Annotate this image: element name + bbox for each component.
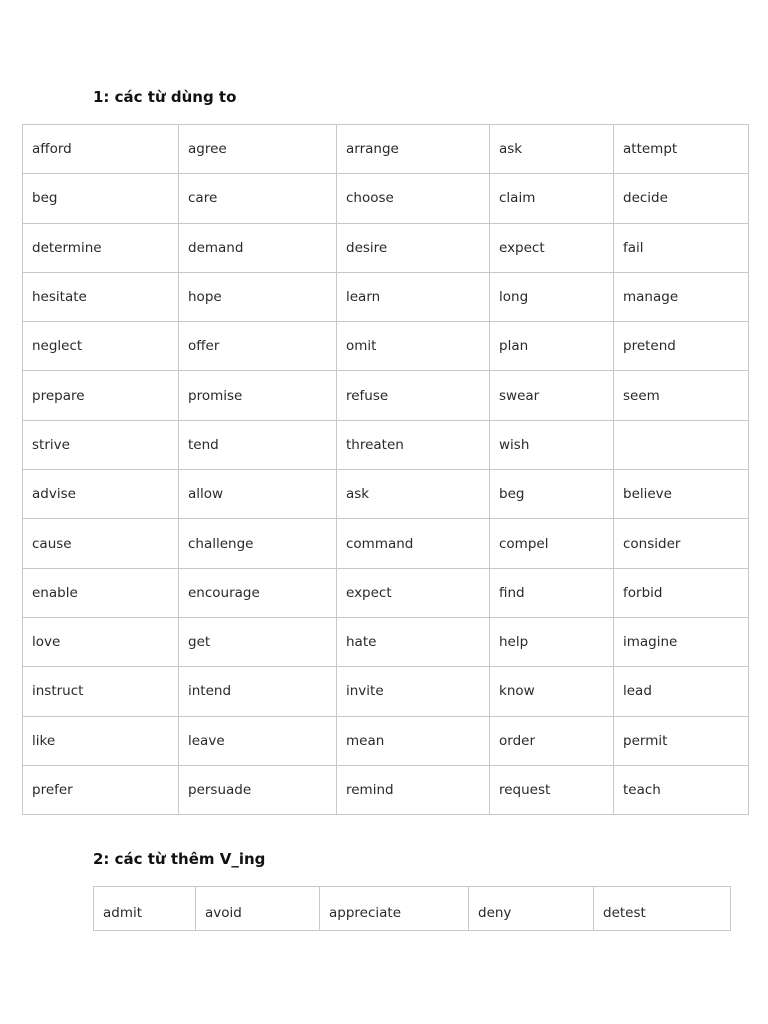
verb-cell: persuade (179, 765, 337, 814)
table-row (23, 667, 749, 716)
verb-cell: forbid (614, 568, 749, 617)
verb-cell: like (23, 716, 179, 765)
section-2-heading: 2: các từ thêm V_ing (93, 850, 266, 868)
verb-cell: beg (23, 174, 179, 223)
verb-cell: pretend (614, 322, 749, 371)
verb-cell: plan (490, 322, 614, 371)
verb-cell: omit (337, 322, 490, 371)
table-row (23, 716, 749, 765)
verb-cell: help (490, 617, 614, 666)
table-row (23, 174, 749, 223)
table-row (23, 272, 749, 321)
verb-cell: prepare (23, 371, 179, 420)
table-row (23, 223, 749, 272)
verb-cell: allow (179, 470, 337, 519)
verb-cell: advise (23, 470, 179, 519)
verb-cell: tend (179, 420, 337, 469)
verb-cell: demand (179, 223, 337, 272)
verb-cell: instruct (23, 667, 179, 716)
table-row (23, 765, 749, 814)
verb-cell: claim (490, 174, 614, 223)
verb-cell: admit (94, 887, 196, 931)
table-row (23, 125, 749, 174)
verb-cell: get (179, 617, 337, 666)
verb-cell: arrange (337, 125, 490, 174)
verb-cell: love (23, 617, 179, 666)
verb-cell: care (179, 174, 337, 223)
verb-cell: learn (337, 272, 490, 321)
verb-cell: find (490, 568, 614, 617)
verb-cell: order (490, 716, 614, 765)
verb-cell: teach (614, 765, 749, 814)
verb-cell: hate (337, 617, 490, 666)
table-row (94, 887, 731, 931)
verb-cell: hesitate (23, 272, 179, 321)
verb-cell: cause (23, 519, 179, 568)
verb-cell: strive (23, 420, 179, 469)
verb-cell: detest (594, 887, 731, 931)
verb-cell: request (490, 765, 614, 814)
table-row (23, 568, 749, 617)
verb-cell: prefer (23, 765, 179, 814)
table-row (23, 519, 749, 568)
verb-cell: invite (337, 667, 490, 716)
verb-cell: avoid (196, 887, 320, 931)
verb-cell: permit (614, 716, 749, 765)
verb-cell: fail (614, 223, 749, 272)
table-row (23, 470, 749, 519)
verb-cell: seem (614, 371, 749, 420)
table-row (23, 322, 749, 371)
verb-cell: neglect (23, 322, 179, 371)
verb-cell: compel (490, 519, 614, 568)
verb-cell: refuse (337, 371, 490, 420)
verb-cell: attempt (614, 125, 749, 174)
verb-cell: mean (337, 716, 490, 765)
verb-cell: consider (614, 519, 749, 568)
verb-cell: ask (490, 125, 614, 174)
verb-cell: challenge (179, 519, 337, 568)
verb-cell: ask (337, 470, 490, 519)
verb-cell: hope (179, 272, 337, 321)
verb-cell: remind (337, 765, 490, 814)
verb-cell: deny (469, 887, 594, 931)
verb-cell: enable (23, 568, 179, 617)
verb-cell: determine (23, 223, 179, 272)
verb-cell: desire (337, 223, 490, 272)
to-infinitive-verbs-table (22, 124, 749, 815)
verb-cell: swear (490, 371, 614, 420)
verb-cell: decide (614, 174, 749, 223)
verb-cell: lead (614, 667, 749, 716)
verb-cell: agree (179, 125, 337, 174)
verb-cell: beg (490, 470, 614, 519)
section-1-heading: 1: các từ dùng to (93, 88, 237, 106)
verb-cell: believe (614, 470, 749, 519)
verb-cell: intend (179, 667, 337, 716)
verb-cell: choose (337, 174, 490, 223)
table-row (23, 420, 749, 469)
verb-cell: expect (490, 223, 614, 272)
verb-cell: encourage (179, 568, 337, 617)
verb-cell (614, 420, 749, 469)
verb-cell: command (337, 519, 490, 568)
verb-cell: manage (614, 272, 749, 321)
verb-cell: leave (179, 716, 337, 765)
verb-cell: afford (23, 125, 179, 174)
table-row (23, 617, 749, 666)
verb-cell: imagine (614, 617, 749, 666)
verb-cell: wish (490, 420, 614, 469)
table-row (23, 371, 749, 420)
verb-cell: threaten (337, 420, 490, 469)
gerund-verbs-table (93, 886, 731, 931)
verb-cell: offer (179, 322, 337, 371)
verb-cell: appreciate (320, 887, 469, 931)
verb-cell: know (490, 667, 614, 716)
verb-cell: expect (337, 568, 490, 617)
verb-cell: long (490, 272, 614, 321)
verb-cell: promise (179, 371, 337, 420)
